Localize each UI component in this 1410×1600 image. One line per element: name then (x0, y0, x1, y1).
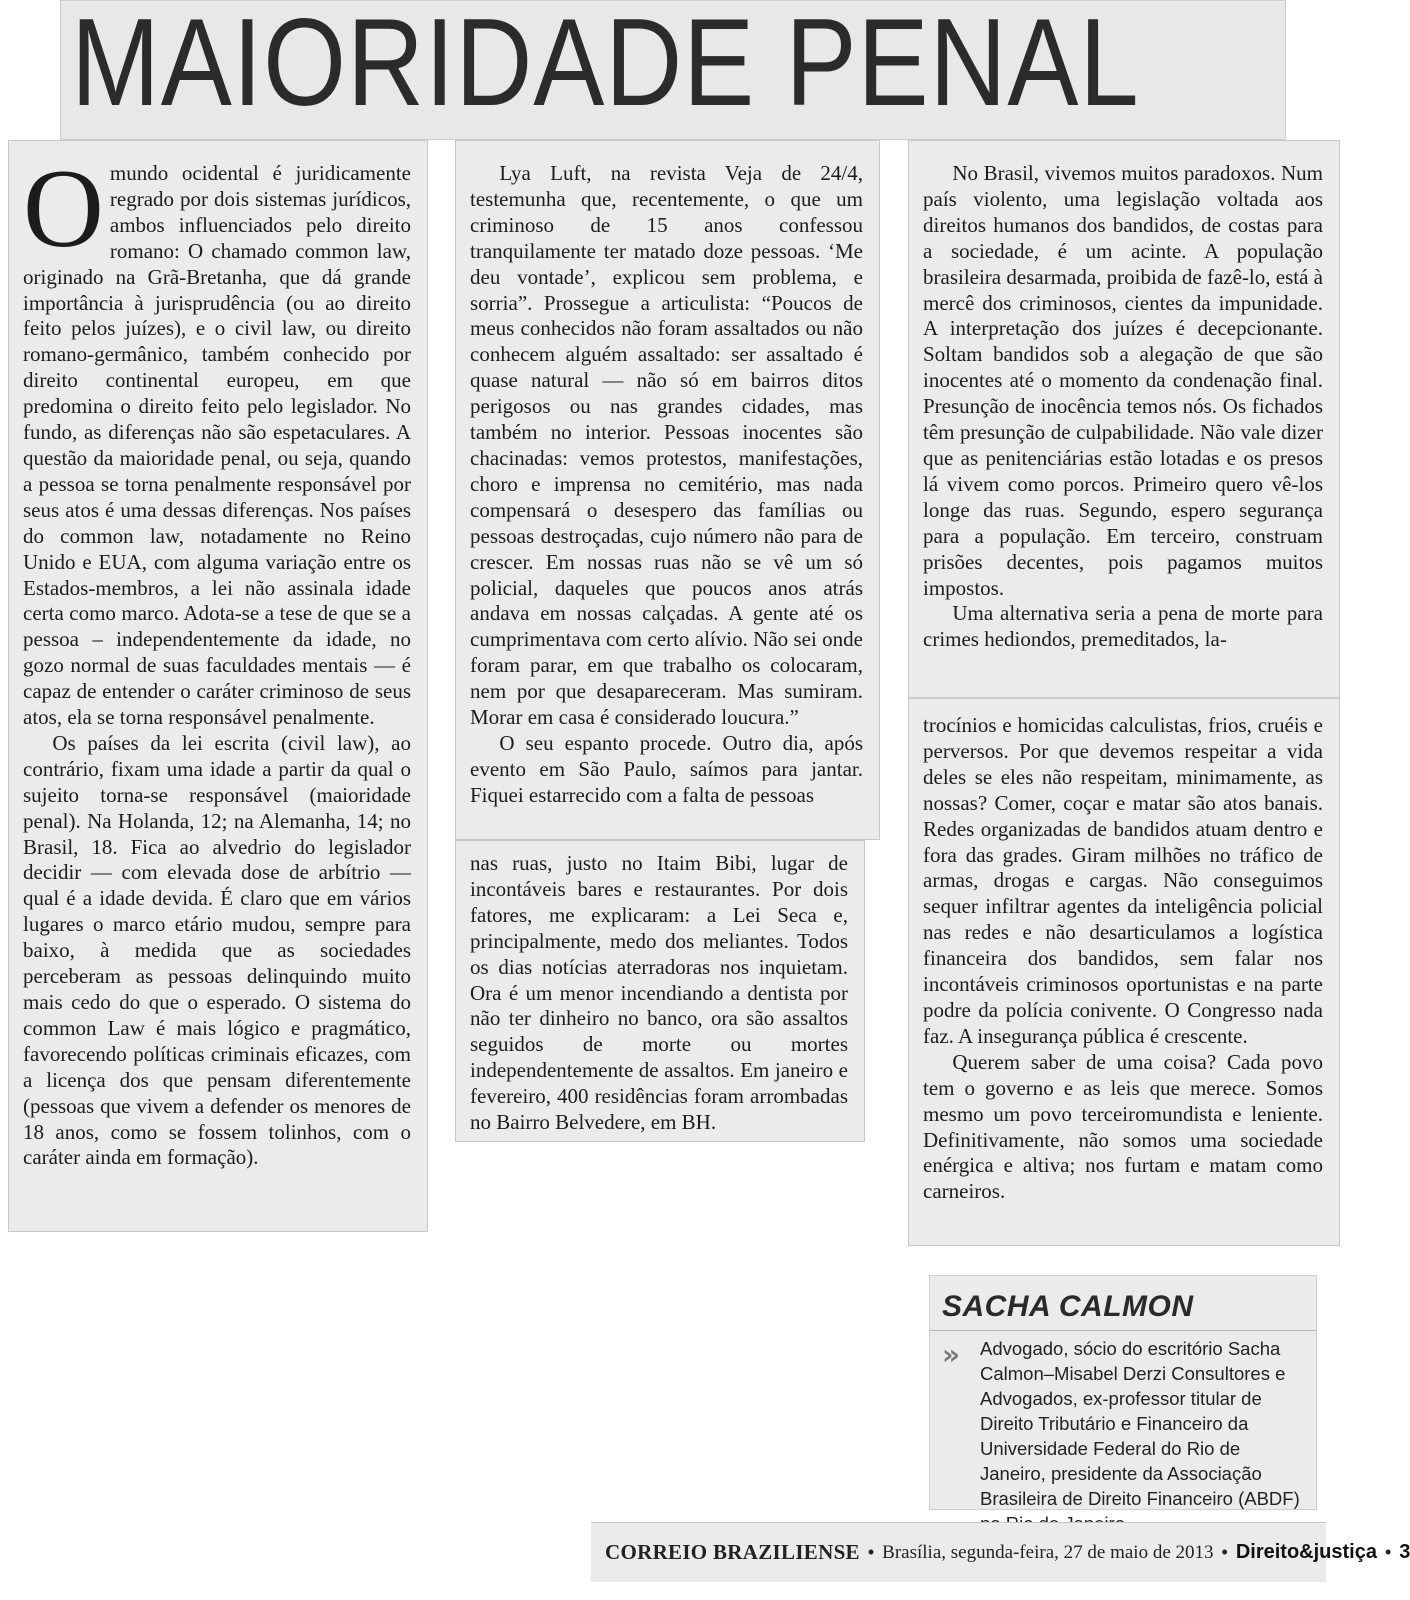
paragraph: No Brasil, vivemos muitos paradoxos. Num país violento, uma legislação voltada aos direitos humanos dos bandidos, de costas para a sociedade, é um acinte. A população brasileira desarmada, proibida de fazê-lo, está à mercê dos criminosos, cientes da impunidade. A interpretação dos juízes é decepcionante. Soltam bandidos sob a alegação de que são inocentes até o momento da condenação final. Presunção de inocência temos nós. Os fichados têm presunção de culpabilidade. Não vale dizer que as penitenciárias estão lotadas e os presos lá vivem como porcos. Primeiro quero vê-los longe das ruas. Segundo, espero segurança para a população. Em terceiro, construam prisões decentes, pois pagamos muitos impostos. (923, 161, 1323, 600)
divider (930, 1330, 1316, 1331)
bullet-separator: • (867, 1542, 875, 1562)
section-name: Direito&justiça (1235, 1541, 1377, 1563)
newspaper-name: CORREIO BRAZILIENSE (605, 1540, 860, 1564)
paragraph: Uma alternativa seria a pena de morte para crimes hediondos, premeditados, la- (923, 601, 1323, 652)
bullet-separator: • (1384, 1542, 1392, 1562)
author-bio: Advogado, sócio do escritório Sacha Calmon–Misabel Derzi Consultores e Advogados, ex-professor titular de Direito Tributário e Financeiro da Universidade Federal do Rio de Janeiro, presidente da Associação Brasileira de Direito Financeiro (ABDF) (980, 1338, 1300, 1509)
author-box (929, 1275, 1317, 1510)
dropcap-letter: O (23, 147, 104, 271)
page-footer (591, 1522, 1410, 1582)
paragraph: Querem saber de uma coisa? Cada povo tem o governo e as leis que merece. Somos mesmo um povo terceiromundista e leniente. Definitivamente, não somos uma sociedade enérgica e altiva; nos furtam e matam como carneiros. (923, 1049, 1323, 1204)
paragraph: nas ruas, justo no Itaim Bibi, lugar de incontáveis bares e restaurantes. Por dois fatores, me explicaram: a Lei Seca e, principalmente, medo dos meliantes. Todos os dias notícias aterradoras nos inquietam. Ora é um menor incendiando a dentista por não ter dinheiro no banco, ora são assaltos seguidos de morte ou mortes independentemente de assaltos. Em janeiro e fevereiro, 400 residências foram arrombadas no Bairro Belvedere, em BH. (470, 851, 848, 1135)
bullet-separator: • (1221, 1542, 1228, 1562)
paragraph: Os países da lei escrita (civil law), ao contrário, fixam uma idade a partir da qual o sujeito torna-se responsável (maioridade penal). Na Holanda, 12; na Alemanha, 14; no Brasil, 18. Fica ao alvedrio do legislador decidir — com elevada dose de arbítrio — qual é a idade devida. É claro que em vários lugares o marco etário mudou, sempre para baixo, à medida que as sociedades perceberam as pessoas delinquindo muito mais cedo do que o esperado. O sistema do common Law é mais lógico e pragmático, favorecendo políticas criminais eficazes, com a licença dos que pensam diferentemente (pessoas que vivem a defender os menores de 18 anos, como se fossem tolinhos, com o caráter ainda em formação). (23, 730, 411, 1170)
headline-banner (60, 0, 1286, 140)
paragraph: Lya Luft, na revista Veja de 24/4, testemunha que, recentemente, o que um criminoso de 15 anos confessou tranquilamente ter matado doze pessoas. ‘Me deu vontade’, explicou sem problema, e sorria”. Prossegue a articulista: “Poucos de meus conhecidos não foram assaltados ou não conhecem alguém assaltado: ser assaltado é quase natural — não só em bairros ditos perigosos ou nas grandes cidades, mas também no interior. Pessoas inocentes são chacinadas: vemos protestos, manifestações, choro e imprensa no cemitério, mas nada compensará o desespero das famílias ou pessoas destroçadas, cujo número não para de crescer. Em nossas ruas não se vê um só policial, daqueles que poucos anos atrás andava em nossas calçadas. A gente até os cumprimentava com certo alívio. Não sei onde foram parar, em que trabalho os colocaram, nem por que desapareceram. Mas sumiram. Morar em casa é considerado loucura.” (470, 161, 863, 730)
page-number: 3 (1399, 1541, 1410, 1563)
dateline: Brasília, segunda-feira, 27 de maio de 2013 (882, 1541, 1214, 1563)
paragraph: trocínios e homicidas calculistas, frios, cruéis e perversos. Por que devemos respeitar a vida deles se eles não respeitam, minimamente, as nossas? Comer, coçar e matar são atos banais. Redes organizadas de bandidos atuam dentro e fora das grades. Giram milhões no tráfico de armas, drogas e cargas. Não conseguimos sequer infiltrar agentes da inteligência policial nas redes e não desarticulamos a logística financeira dos bandidos, sem falar nos incontáveis criminosos oportunistas e na parte podre da polícia conivente. O Congresso nada faz. A insegurança pública é crescente. (923, 713, 1323, 1048)
headline-title: MAIORIDADE PENAL (71, 0, 1140, 132)
column-3-bottom (908, 698, 1340, 1246)
column-1 (8, 140, 428, 1232)
author-name: SACHA CALMON (942, 1290, 1194, 1323)
paragraph: O seu espanto procede. Outro dia, após evento em São Paulo, saímos para jantar. Fiquei estarrecido com a falta de pessoas (470, 730, 863, 807)
paragraph: mundo ocidental é juridicamente regrado por dois sistemas jurídicos, ambos influenciados pelo direito romano: O chamado common law, originado na Grã-Bretanha, que dá grande importância à jurisprudência (ou ao direito feito pelos juízes), e o civil law, ou direito romano-germânico, também conhecido por direito continental europeu, em que predomina o direito feito pelo legislador. No fundo, as diferenças não são espetaculares. A questão da maioridade penal, ou seja, quando a pessoa se torna penalmente responsável por seus atos é uma dessas diferenças. Nos países do common law, notadamente no Reino Unido e EUA, com alguma variação entre os Estados-membros, a lei não assinala idade certa como marco. Adota-se a tese de que se a pessoa – independentemente da idade, no gozo normal de suas faculdades mentais — é capaz de entender o caráter criminoso de seus atos, ela se torna responsável penalmente. (23, 161, 411, 730)
double-chevron-icon: » (942, 1338, 961, 1371)
column-2-bottom (455, 840, 865, 1142)
column-2-top (455, 140, 880, 840)
column-3-top (908, 140, 1340, 698)
